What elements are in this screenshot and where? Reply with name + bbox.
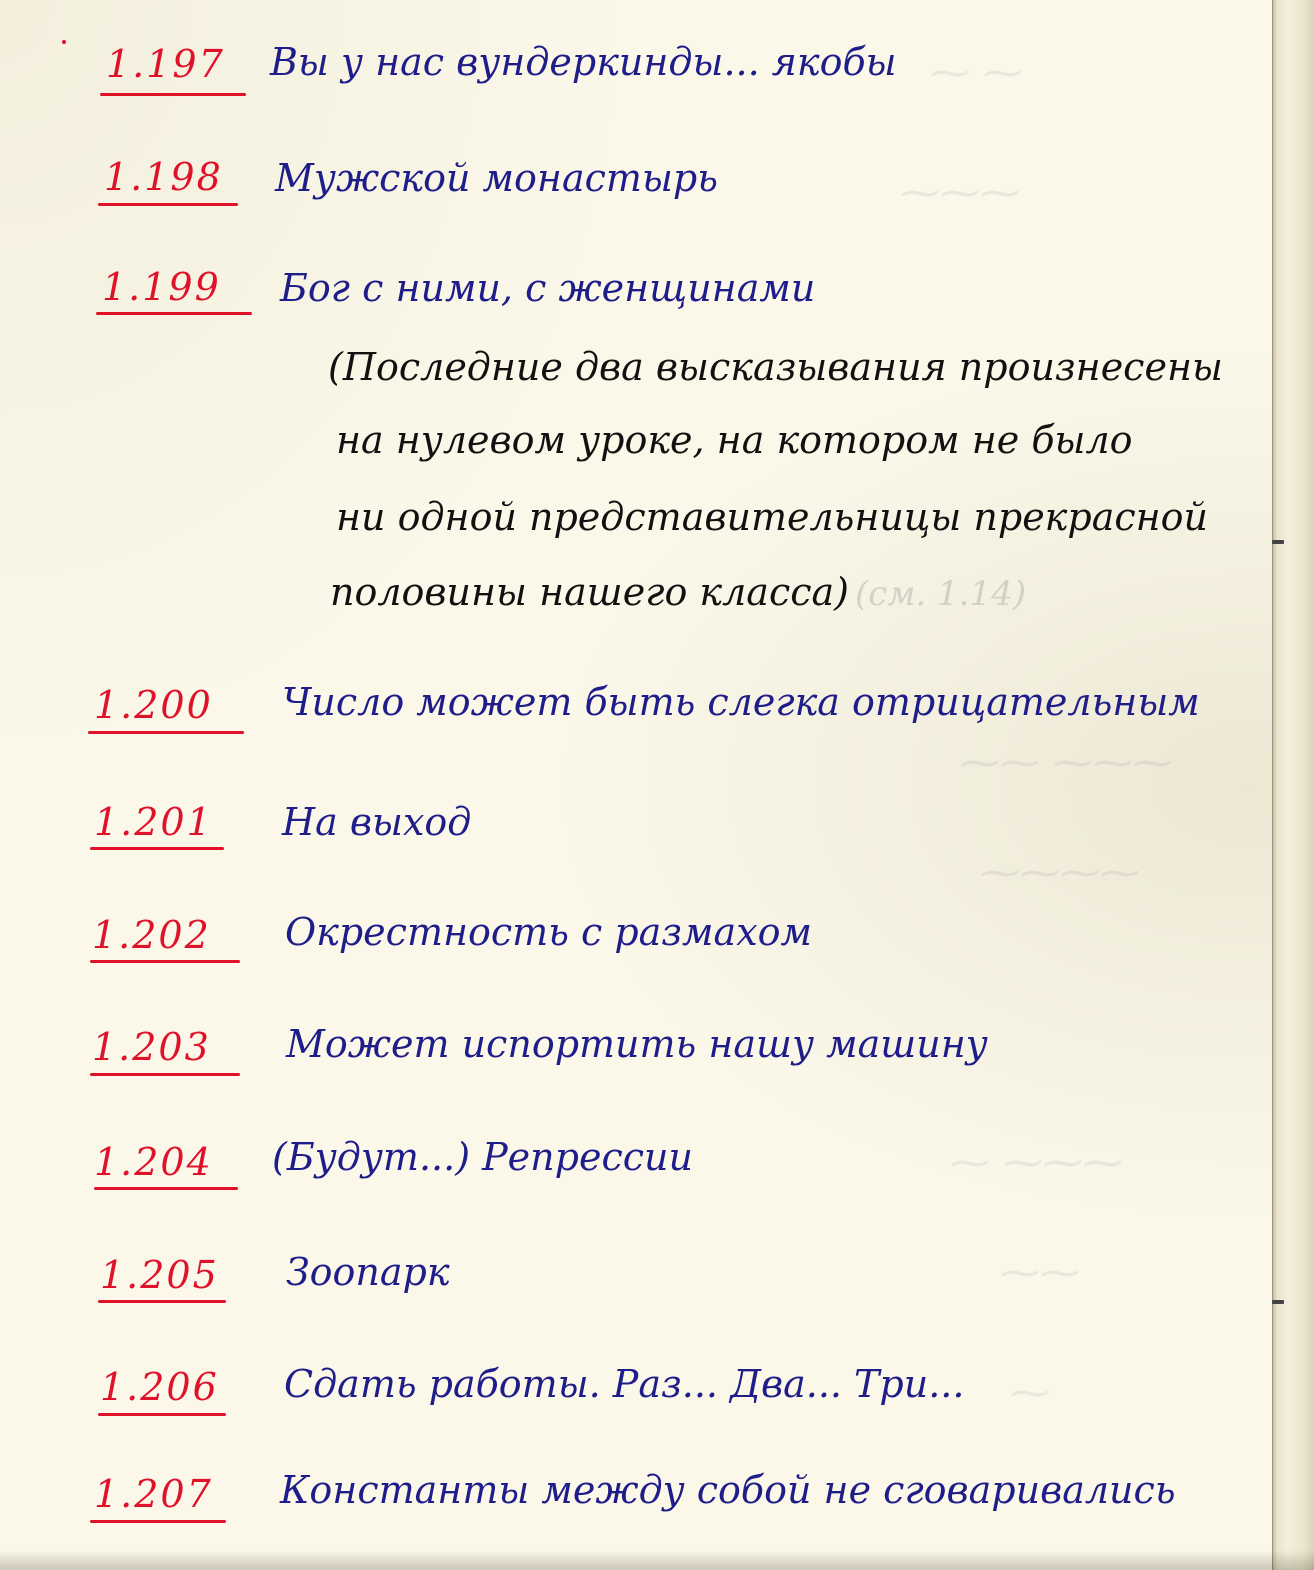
entry-number: 1.203 (92, 1025, 211, 1069)
note-reference: (см. 1.14) (855, 574, 1027, 614)
entry-text: Мужской монастырь (275, 156, 718, 200)
number-underline (100, 93, 246, 96)
entry-text: (Будут...) Репрессии (272, 1135, 693, 1179)
notebook-spine (1272, 0, 1314, 1570)
entry-text: Зоопарк (286, 1250, 450, 1294)
entry-text: На выход (282, 800, 472, 844)
show-through-marks: ⁓ ⁓ (930, 50, 1023, 96)
entry-text: Окрестность с размахом (285, 910, 813, 954)
number-underline (96, 312, 252, 315)
number-underline (98, 203, 238, 206)
number-underline (94, 1187, 238, 1190)
show-through-marks: ⁓⁓ (1000, 1250, 1080, 1296)
entry-text: Вы у нас вундеркинды... якобы (270, 40, 897, 84)
number-underline (98, 1413, 226, 1416)
number-underline (90, 1073, 240, 1076)
entry-number: 1.198 (104, 155, 223, 199)
staple (1272, 1300, 1284, 1304)
entry-number: 1.204 (94, 1140, 213, 1184)
number-underline (90, 960, 240, 963)
show-through-marks: ⁓⁓ ⁓⁓⁓ (960, 740, 1173, 786)
entry-number: 1.200 (94, 683, 213, 727)
note-line: на нулевом уроке, на котором не было (336, 418, 1133, 462)
entry-text: Сдать работы. Раз... Два... Три... (284, 1362, 965, 1406)
entry-number: 1.206 (100, 1365, 219, 1409)
ink-dot (62, 40, 66, 44)
staple (1272, 540, 1284, 544)
note-line-text: половины нашего класса) (330, 570, 849, 614)
note-line (330, 570, 1026, 614)
number-underline (90, 1520, 226, 1523)
entry-number: 1.197 (106, 42, 225, 86)
entry-number: 1.205 (100, 1253, 219, 1297)
entry-text: Константы между собой не сговаривались (280, 1468, 1176, 1512)
number-underline (90, 847, 224, 850)
entry-text: Бог с ними, с женщинами (280, 266, 816, 310)
show-through-marks: ⁓⁓⁓ (900, 170, 1020, 216)
entry-number: 1.199 (102, 265, 221, 309)
number-underline (88, 731, 244, 734)
note-line: (Последние два высказывания произнесены (328, 345, 1223, 389)
show-through-marks: ⁓ (1010, 1370, 1050, 1416)
entry-number: 1.207 (94, 1472, 213, 1516)
entry-number: 1.201 (94, 800, 213, 844)
entry-text: Может испортить нашу машину (286, 1022, 988, 1066)
show-through-marks: ⁓⁓⁓⁓ (980, 850, 1140, 896)
entry-number: 1.202 (92, 913, 211, 957)
number-underline (98, 1300, 226, 1303)
note-line: ни одной представительницы прекрасной (336, 495, 1209, 539)
show-through-marks: ⁓ ⁓⁓⁓ (950, 1140, 1123, 1186)
entry-text: Число может быть слегка отрицательным (282, 680, 1200, 724)
